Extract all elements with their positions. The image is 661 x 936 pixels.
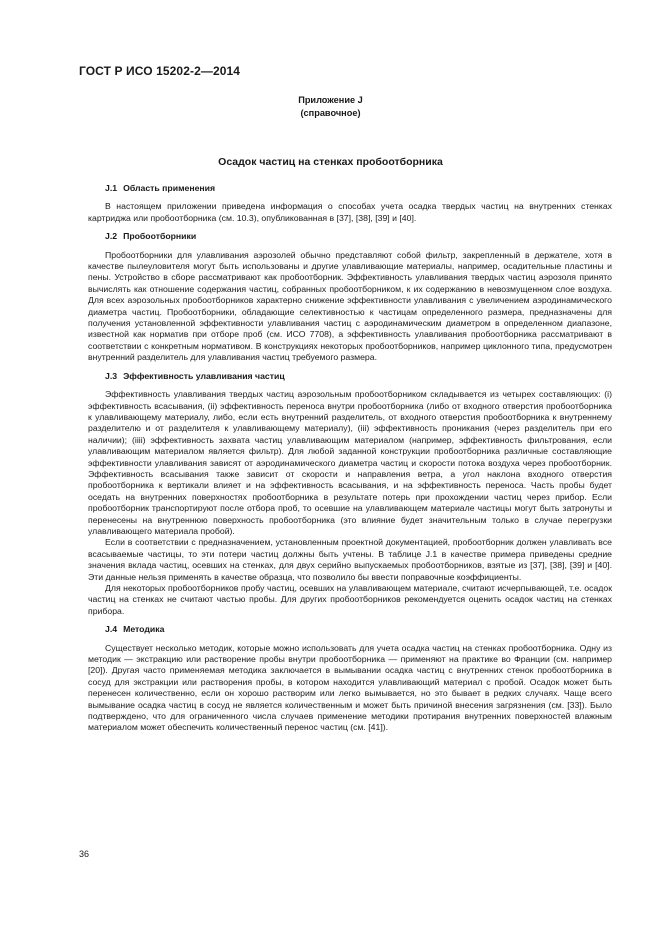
document-body <box>88 183 612 734</box>
section-heading <box>105 231 612 242</box>
section-heading <box>105 624 612 635</box>
section-number: J.1 <box>105 183 118 193</box>
page-number: 36 <box>79 849 90 859</box>
paragraph: Эффективность улавливания твердых частиц аэрозольным пробоотборником складывается из четырех составляющих: (i) эффективность всасывания, (ii) эффективность переноса внутри пробоотборника (либо от входного отверстия пробоотборника к улавливающему материалу, либо, если есть внутренний разделитель, от входного отверстия пробоотборника к внутреннему разделителю и от разделителя к улавливающему материалу), (iii) эффективность проникания (через разделитель при его наличии); (iiii) эффективность захвата частиц улавливающим материалом (например, эффективность фильтрования, если улавливающим материалом является фильтр). Для любой заданной конструкции пробоотборника различные составляющие эффективности улавливания зависят от аэродинамического диаметра частиц и скорости потока воздуха через пробоотборник. Эффективность всасывания также зависит от скорости и направления ветра, а угол наклона входного отверстия пробоотборника к вертикали влияет и на эффективность всасывания, и на эффективность переноса. Часть пробы будет оседать на внутренних поверхностях пробоотборника в результате потерь при прохождении частиц через прибор. Если пробоотборник транспортируют после отбора проб, то осевшие на улавливающем материале частицы могут быть затронуты и перенесены на внутреннюю поверхность пробоотборника (это влияние будет значительным только в случае перегрузки улавливающего материала пробой). <box>88 389 612 536</box>
paragraph: Существует несколько методик, которые можно использовать для учета осадка частиц на стенках пробоотборника. Одну из методик — экстракцию или растворение пробы внутри пробоотборника — применяют на практике во Франции (см. например [20]). Другая часто применяемая методика заключается в вымывании осадка частиц с внутренних стенок пробоотборника в сосуд для экстракции или растворения пробы, в котором находится улавливающий материал с пробой. Осадок может быть перенесен количественно, если он хорошо растворим или легко вымывается, но это бывает в редких случаях. Чаще всего вымывание осадка частиц в сосуд не является количественным и может быть причиной внесения загрязнения (см. [33]). Было подтверждено, что для ограниченного числа случаев применение методики протирания внутренних поверхностей влажным материалом может обеспечить количественный перенос частиц (см. [41]). <box>88 642 612 733</box>
section-title: Методика <box>123 624 165 635</box>
section-title: Эффективность улавливания частиц <box>123 370 285 381</box>
section-number: J.2 <box>105 231 118 242</box>
section-title: Область применения <box>123 183 216 193</box>
section-title: Пробоотборники <box>123 231 197 242</box>
section-number: J.4 <box>105 624 118 635</box>
annex-subtitle: (справочное) <box>300 108 361 118</box>
annex-heading <box>0 94 661 120</box>
paragraph: Если в соответствии с предназначением, установленным проектной документацией, пробоотборник должен улавливать все всасываемые частицы, то эти потери частиц должны быть учтены. В таблице J.1 в качестве примера приведены средние значения вклада частиц, осевших на стенках, для двух серийно выпускаемых пробоотборников, взятые из [37], [38], [39] и [40]. Эти данные нельзя применять в качестве образца, что позволило бы ввести поправочные коэффициенты. <box>88 537 612 582</box>
annex-title: Приложение J <box>298 95 363 105</box>
section-number: J.3 <box>105 370 118 381</box>
paragraph: В настоящем приложении приведена информация о способах учета осадка твердых частиц на внутренних стенках картриджа или пробоотборника (см. 10.3), опубликованная в [37], [38], [39] и [40]. <box>88 201 612 223</box>
paragraph: Для некоторых пробоотборников пробу частиц, осевших на улавливающем материале, считают исчерпывающей, т.е. осадок частиц на стенках не считают частью пробы. Для других пробоотборников рекомендуется оценить осадок частиц на стенках прибора. <box>88 583 612 616</box>
section-heading <box>105 371 612 382</box>
section-heading <box>105 183 612 194</box>
document-header: ГОСТ Р ИСО 15202-2—2014 <box>79 64 241 78</box>
main-title: Осадок частиц на стенках пробоотборника <box>218 156 443 168</box>
paragraph: Пробоотборники для улавливания аэрозолей обычно представляют собой фильтр, закрепленный в держателе, хотя в качестве пылеуловителя могут быть использованы и другие улавливающие материалы, например, осадительные пластины и пены. Устройство в сборе рассматривают как пробоотборник. Эффективность улавливания твердых частиц аэрозоля принято вычислять как отношение содержания частиц, собранных пробоотборником, к их содержанию в невозмущенном слое воздуха. Для всех аэрозольных пробоотборников характерно снижение эффективности улавливания с увеличением аэродинамического диаметра частиц. Пробоотборники, обладающие селективностью к частицам определенного размера, предназначены для получения установленной эффективности улавливания частиц с аэродинамическим диаметром в определенном диапазоне, известной как норматив при отборе проб (см. ИСО 7708), а эффективность улавливания пробоотборника рассматривают в соответствии с конкретным нормативом. В конструкциях некоторых пробоотборников, например циклонного типа, предусмотрен внутренний разделитель для улавливания частиц требуемого размера. <box>88 249 612 363</box>
